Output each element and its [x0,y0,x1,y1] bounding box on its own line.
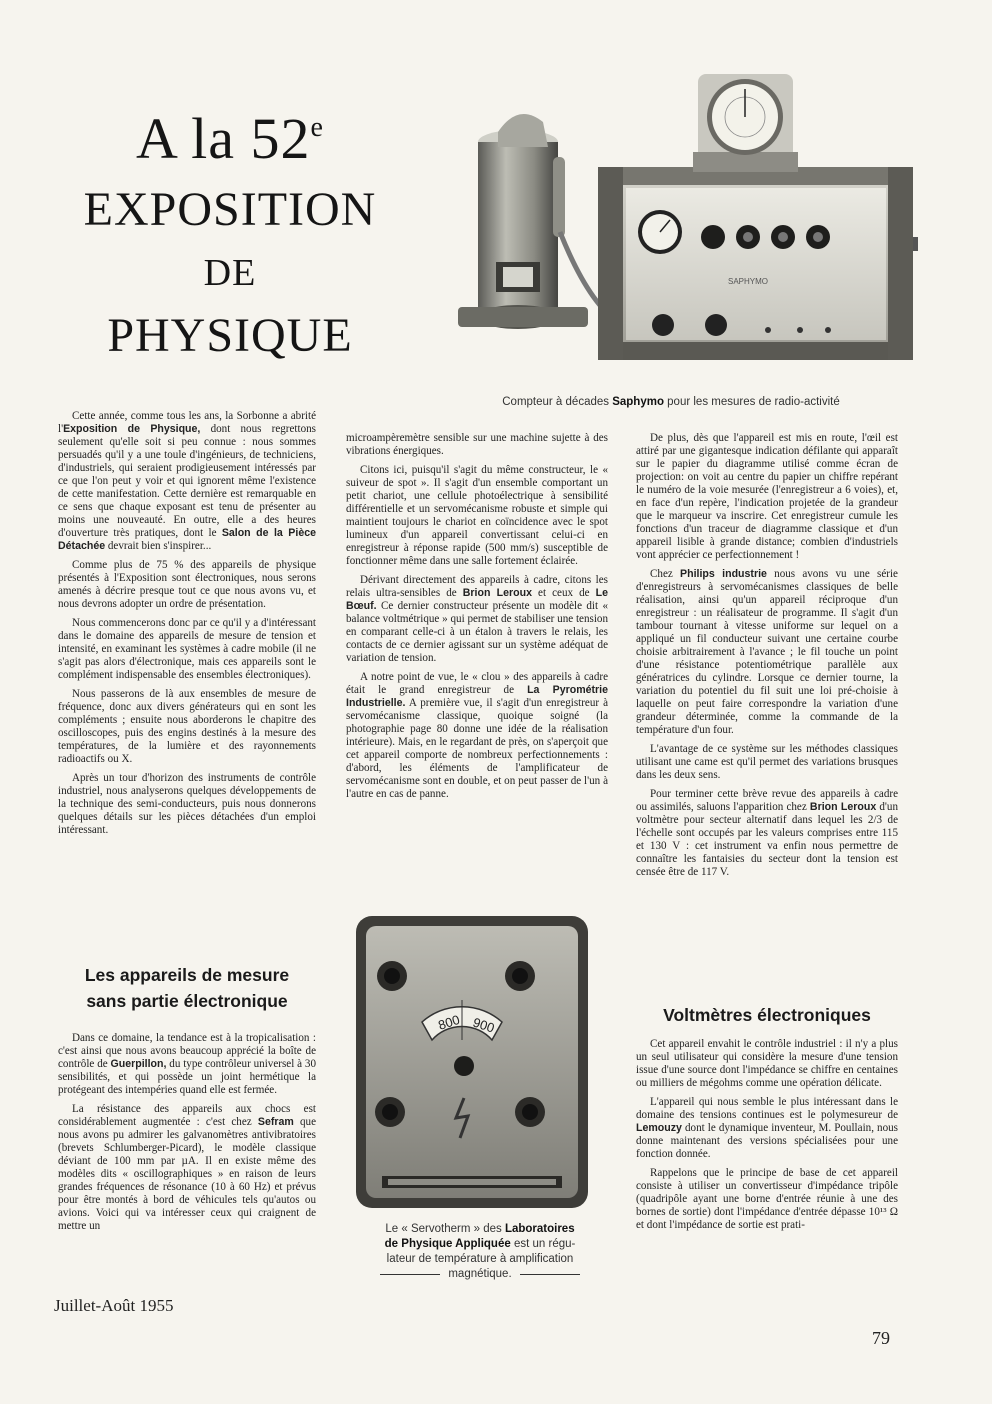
photo-saphymo-counter [448,62,918,392]
paragraph: microampèremètre sensible sur une machine sujette à des vibrations énergiques. [346,432,608,457]
saphymo-panel-label: SAPHYMO [727,277,769,286]
paragraph: Nous commencerons donc par ce qu'il y a d'intéressant dans le domaine des appareils de mesure de tension et intensité, en examinant les systèmes à cadre mobile (il ne s'agit pas alors d'électronique, mais ces appareils sont le complément indispensable des ensembles électroniques). [58,617,316,681]
paragraph: L'appareil qui nous semble le plus intéressant dans le domaine des tensions continues est le polymesureur de Lemouzy dont le dynamique inventeur, M. Poullain, nous donne maintenant des versions spécialisées pour une fonction donnée. [636,1096,898,1160]
paragraph: Citons ici, puisqu'il s'agit du même constructeur, le « suiveur de spot ». Il s'agit d'un ensemble comportant un petit chariot, une cellule photoélectrique à sensibilité différentielle et un servomécanisme robuste et simple qui maintient toujours le chariot en coïncidence avec le spot lumineux d'un appareil convertissant celui-ci en enregistreur à réponse rapide (500 mm/s) susceptible de fonctionner même dans une salle fortement éclairée. [346,464,608,567]
paragraph: Rappelons que le principe de base de cet appareil consiste à utiliser un convertisseur d'impédance tripôle (quadripôle ayant une borne d'entrée réunie à une des bornes de sortie) dont l'impédance d'entrée dépasse 10¹³ Ω et dont l'impédance de sortie est prati- [636,1167,898,1231]
column-1 [58,410,316,843]
photo-servotherm [352,912,592,1212]
title-line-2: EXPOSITION [83,183,377,236]
paragraph: L'avantage de ce système sur les méthodes classiques utilisant une came est qu'il permet des variations brusques dans les deux sens. [636,743,898,781]
article-title [40,106,420,362]
title-line-4: PHYSIQUE [107,309,353,362]
photo2-caption: Le « Servotherm » des Laboratoires de Physique Appliquée est un régu- lateur de température à amplification magnétique. [360,1222,600,1282]
dial-label-800: 800 [436,1011,462,1033]
paragraph: Chez Philips industrie nous avons vu une série d'enregistreurs à servomécanismes classiques de belle réalisation, ainsi qu'un appareil réciproque d'un enregistreur : un réalisateur de programme. Il s'agit d'un tambour tournant à vitesse uniforme sur lequel on a appliqué un fil conducteur suivant une certaine courbe choisie arbitrairement à l'avance ; le fil touche un point d'une résistance potentiométrique parallèle aux génératrices du cylindre. Lorsque ce dernier tourne, la variation du potentiel du fil suit une loi pré-choisie à laquelle on peut faire correspondre la variation d'une grandeur déterminée, comme la commande de la température d'un four. [636,568,898,736]
issue-date: Juillet-Août 1955 [54,1296,174,1315]
paragraph: Comme plus de 75 % des appareils de physique présentés à l'Exposition sont électroniques, nous serons amenés à décrire presque tout ce que nous avons vu, et nous devrons adopter un ordre de présentation. [58,559,316,610]
photo1-caption: Compteur à décades Saphymo pour les mesures de radio-activité [502,396,840,408]
column-1-continued [58,1032,316,1239]
paragraph: Dérivant directement des appareils à cadre, citons les relais ultra-sensibles de Brion Leroux et ceux de Le Bœuf. Ce dernier constructeur présente un modèle dit « balance voltmétrique » qui permet de stabiliser une tension en comparant celle-ci à un étalon à travers le relais, les contacts de ce dernier agissant sur un système adéquat de variation de tension. [346,574,609,664]
paragraph: Après un tour d'horizon des instruments de contrôle industriel, nous analyserons quelques développements de la technique des semi-conducteurs, puis nous donnerons quelques détails sur les pièces détachées d'un emploi intéressant. [58,772,316,836]
dial-label-900: 900 [471,1014,497,1036]
paragraph: La résistance des appareils aux chocs est considérablement augmentée : c'est chez Sefram que nous avons pu admirer les galvanomètres antivibratoires (brevets Schlumberger-Picard), le modèle classique déviant de 100 mm par µA. Il en existe même des modèles dits « oscillographiques » en raison de leurs grandes fréquences de résonance (10 à 60 Hz) et prévus pour être montés à bord de véhicules tels qu'autos ou avions. Voici qui va intéresser ceux qui craignent de mettre un [58,1103,316,1232]
section-heading-mesure: Les appareils de mesure sans partie électronique [84,965,290,1011]
title-line-3: DE [203,252,257,294]
paragraph: Dans ce domaine, la tendance est à la tropicalisation : c'est ainsi que nous avons beaucoup apprécié la boîte de contrôle de Guerpillon, du type contrôleur universel à 30 sensibilités, et qui possède un joint hermétique la protégeant des intempéries quand elle est fermée. [58,1032,316,1096]
caption-rule-right [520,1274,580,1275]
caption-rule-left [380,1274,440,1275]
paragraph: Nous passerons de là aux ensembles de mesure de fréquence, donc aux divers générateurs qui en sont les compléments ; ensuite nous aborderons le chapitre des oscilloscopes, puis des engins destinés à la mesure des températures, de la lumière et des rayonnements radioactifs ou X. [58,688,316,765]
paragraph: De plus, dès que l'appareil est mis en route, l'œil est attiré par une gigantesque indication défilante qui apparaît sur le papier du diagramme utilisé comme écran de projection: on voit au centre du papier un chiffre repérant le numéro de la voie mesurée (l'enregistreur a 6 voies), et, en face d'un repère, l'indication projetée de la grandeur que le marqueur va inscrire. Cet enregistreur cumule les fonctions d'un traceur de diagramme classique et d'un appareil lisible à grande distance; combien d'industriels vont apprécier ce perfectionnement ! [636,432,898,561]
paragraph: Cette année, comme tous les ans, la Sorbonne a abrité l'Exposition de Physique, dont nous regrettons seulement qu'elle soit si peu connue : nous sommes persuadés qu'il y a une toule d'ingénieurs, de techniciens, d'industriels, qui seraient prodigieusement intéressés par ce que l'on peut y voir et qui ignorent même l'existence de cette manifestation. Cette dernière est remarquable en ce sens que chaque exposant est tenu de présenter au moins une nouveauté. En outre, elle a des heures d'ouverture très pratiques, dont le Salon de la Pièce Détachée devrait bien s'inspirer... [58,410,316,552]
page-number: 79 [872,1328,890,1348]
column-3 [636,432,898,885]
saphymo-counter-illustration [448,62,918,392]
servotherm-illustration [352,912,592,1212]
section-heading-voltmetres: Voltmètres électroniques [663,1005,871,1025]
paragraph: Cet appareil envahit le contrôle industriel : il n'y a plus un seul utilisateur qui considère la mesure d'une tension issue d'une source dont l'impédance se chiffre en centaines ou milliers de mégohms comme une opération délicate. [636,1038,898,1089]
paragraph: A notre point de vue, le « clou » des appareils à cadre était le grand enregistreur de La Pyrométrie Industrielle. A première vue, il s'agit d'un enregistreur à servomécanisme classique, quoique soigné (la photographie page 80 donne une idée de la réalisation intérieure). Mais, en le regardant de près, on s'aperçoit que cet appareil comporte de nombreux perfectionnements : d'abord, les éléments de l'amplificateur de servomécanisme sont en double, et on peut passer de l'un à l'autre en cas de panne. [346,671,608,800]
title-line-1: A la 52e [136,106,324,171]
column-2 [346,432,608,807]
paragraph: Pour terminer cette brève revue des appareils à cadre ou assimilés, saluons l'apparition chez Brion Leroux d'un voltmètre pour secteur alternatif dans lequel les 2/3 de l'échelle sont occupés par les valeurs comprises entre 115 et 130 V : cet instrument va enfin nous permettre de connaître les fantaisies du secteur dont la tension est censée être de 117 V. [636,788,898,878]
column-3-continued [636,1038,898,1238]
